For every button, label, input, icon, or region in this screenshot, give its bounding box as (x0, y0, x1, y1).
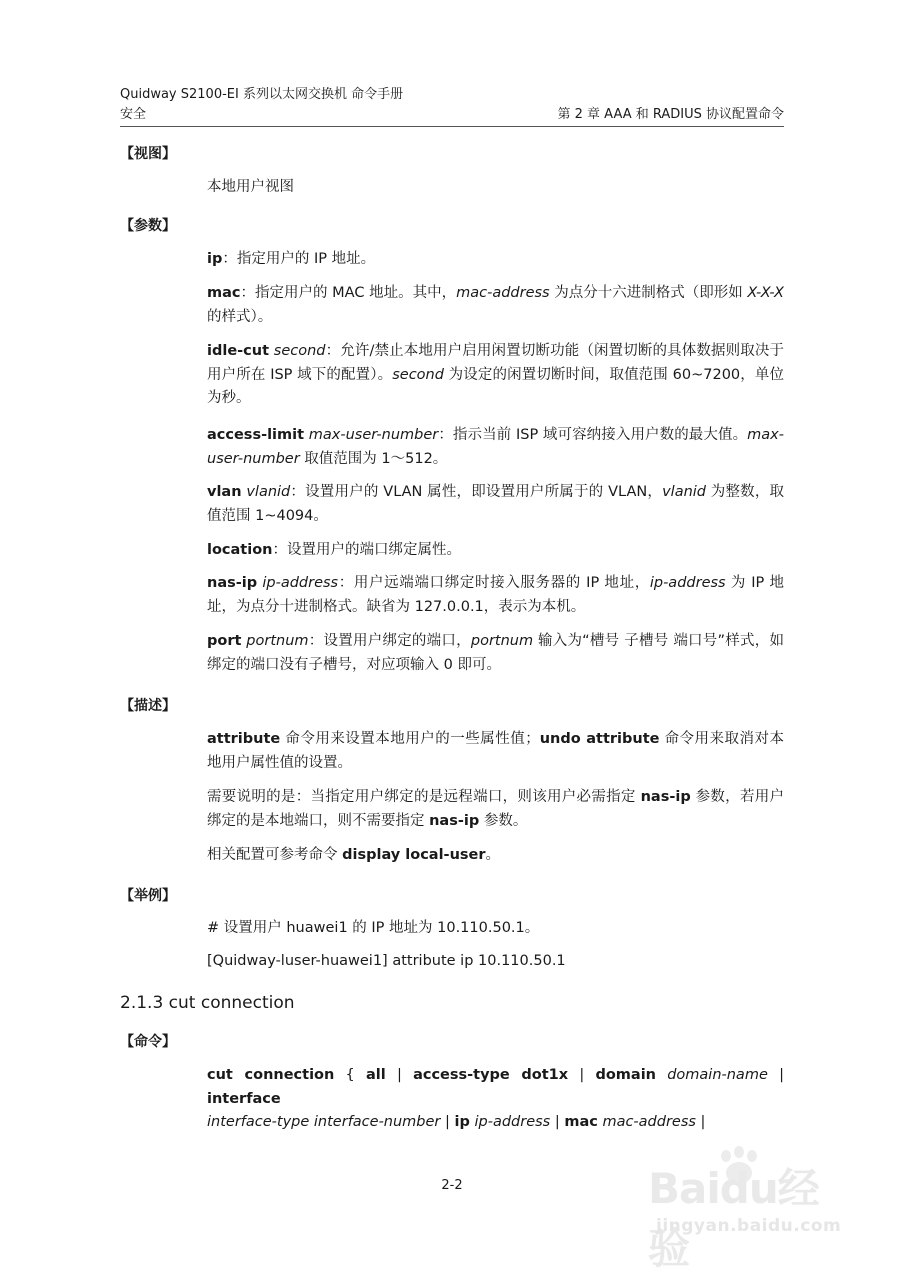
arg: portnum (470, 633, 534, 649)
section-label-example: 【举例】 (120, 888, 176, 904)
arg: max-user-number (308, 427, 439, 443)
param-port (207, 630, 784, 677)
arg: vlanid (662, 484, 706, 500)
desc: 输入为“槽号 子槽号 端口号”样式，如绑定的端口没有子槽号，对应项输入 0 即可。 (207, 633, 785, 673)
sep: | (385, 1067, 414, 1083)
arg: X-X-X (747, 285, 784, 301)
kw: nas-ip (640, 789, 691, 805)
kw: ip (207, 251, 223, 267)
sep: | (550, 1114, 565, 1130)
desc: 命令用来设置本地用户的一些属性值； (280, 731, 540, 747)
arg: interface-type interface-number (207, 1114, 441, 1130)
header-left-line2: 安全 (120, 107, 147, 122)
kw: vlan (207, 484, 242, 500)
desc: 为 IP 地址，为点分十进制格式。缺省为 127.0.0.1，表示为本机。 (207, 575, 784, 615)
doc-header-sub (120, 106, 784, 124)
kw: display local-user (342, 847, 486, 863)
sep: { (334, 1067, 366, 1083)
desc: ：指示当前 ISP 域可容纳接入用户数的最大值。 (438, 427, 748, 443)
desc-para-1 (207, 728, 784, 775)
desc: ：设置用户的 VLAN 属性，即设置用户所属于的 VLAN， (290, 484, 663, 500)
kw: access-type dot1x (413, 1067, 569, 1083)
arg: mac-address (597, 1114, 696, 1130)
desc-para-2 (207, 786, 784, 833)
kw: nas-ip (429, 812, 480, 829)
desc: ：用户远端端口绑定时接入服务器的 IP 地址， (338, 575, 650, 591)
param-ip (207, 248, 784, 272)
section-label-params: 【参数】 (120, 218, 176, 234)
kw: undo attribute (539, 731, 660, 747)
sep: | (695, 1114, 706, 1130)
arg: ip-address (649, 575, 726, 591)
arg: max-user-number (207, 427, 784, 467)
subheading-cut-connection: 2.1.3 cut connection (120, 993, 295, 1013)
param-vlan (207, 481, 784, 528)
param-idle-cut (207, 340, 784, 411)
kw: port (207, 633, 242, 649)
desc: 为设定的闲置切断时间，取值范围 60~7200，单位为秒。 (207, 366, 784, 406)
section-label-desc: 【描述】 (120, 698, 176, 714)
desc: 取值范围为 1～512。 (299, 450, 448, 467)
param-location (207, 539, 784, 563)
arg: vlanid (246, 484, 291, 500)
arg: domain-name (655, 1067, 768, 1083)
arg: second (273, 343, 326, 359)
arg: ip-address (262, 575, 339, 591)
arg: ip-address (469, 1114, 551, 1130)
header-chapter: 第 2 章 AAA 和 RADIUS 协议配置命令 (557, 107, 784, 122)
desc: 相关配置可参考命令 (207, 847, 343, 863)
desc-para-3 (207, 844, 784, 868)
desc: ：设置用户的端口绑定属性。 (272, 542, 461, 558)
baidu-watermark (648, 1146, 858, 1273)
desc: 。 (485, 847, 501, 863)
sep: | (767, 1067, 784, 1083)
example-comment: # 设置用户 huawei1 的 IP 地址为 10.110.50.1。 (207, 920, 540, 936)
desc: 的样式）。 (207, 308, 273, 325)
doc-header-title (120, 86, 784, 104)
kw: cut connection (207, 1067, 335, 1083)
header-left-line1: Quidway S2100-EI 系列以太网交换机 命令手册 (120, 87, 404, 102)
desc: ：指定用户的 MAC 地址。其中， (240, 285, 457, 301)
kw: attribute (207, 731, 281, 747)
kw: mac (564, 1114, 598, 1130)
desc: 参数，若用户绑定的是本地端口，则不需要指定 (207, 789, 785, 829)
arg: second (392, 366, 444, 383)
desc: 为整数，取值范围 1~4094。 (207, 484, 785, 524)
view-text: 本地用户视图 (207, 179, 294, 195)
desc: 命令用来取消对本地用户属性值的设置。 (207, 731, 785, 771)
param-mac (207, 282, 784, 329)
kw: access-limit (207, 427, 305, 443)
example-command: [Quidway-luser-huawei1] attribute ip 10.110.50.1 (207, 953, 566, 969)
kw: nas-ip (207, 575, 258, 591)
kw: idle-cut (207, 343, 270, 359)
desc: ：允许/禁止本地用户启用闲置切断功能（闲置切断的具体数据则取决于用户所在 ISP 域下的配置）。 (207, 343, 785, 383)
kw: ip (454, 1114, 470, 1130)
desc: ：设置用户绑定的端口， (308, 633, 471, 649)
kw: domain (595, 1067, 656, 1083)
kw: mac (207, 285, 241, 301)
watermark-url: jingyan.baidu.com (656, 1216, 842, 1236)
section-label-view: 【视图】 (120, 146, 176, 162)
desc: ：指定用户的 IP 地址。 (222, 251, 376, 267)
arg: portnum (246, 633, 309, 649)
command-syntax (207, 1064, 784, 1135)
desc: 参数。 (479, 812, 528, 829)
header-rule (120, 126, 784, 127)
page-number: 2-2 (441, 1178, 463, 1193)
watermark-logo: Baidu经验 (648, 1164, 819, 1273)
desc: 需要说明的是：当指定用户绑定的是远程端口，则该用户必需指定 (207, 789, 641, 805)
arg: mac-address (456, 285, 550, 301)
kw: all (366, 1067, 386, 1083)
desc: 为点分十六进制格式（即形如 (549, 285, 748, 301)
section-label-command: 【命令】 (120, 1034, 176, 1050)
sep: | (568, 1067, 596, 1083)
kw: interface (207, 1090, 281, 1107)
kw: location (207, 542, 273, 558)
param-access-limit (207, 424, 784, 471)
param-nas-ip (207, 572, 784, 619)
sep: | (440, 1114, 455, 1130)
